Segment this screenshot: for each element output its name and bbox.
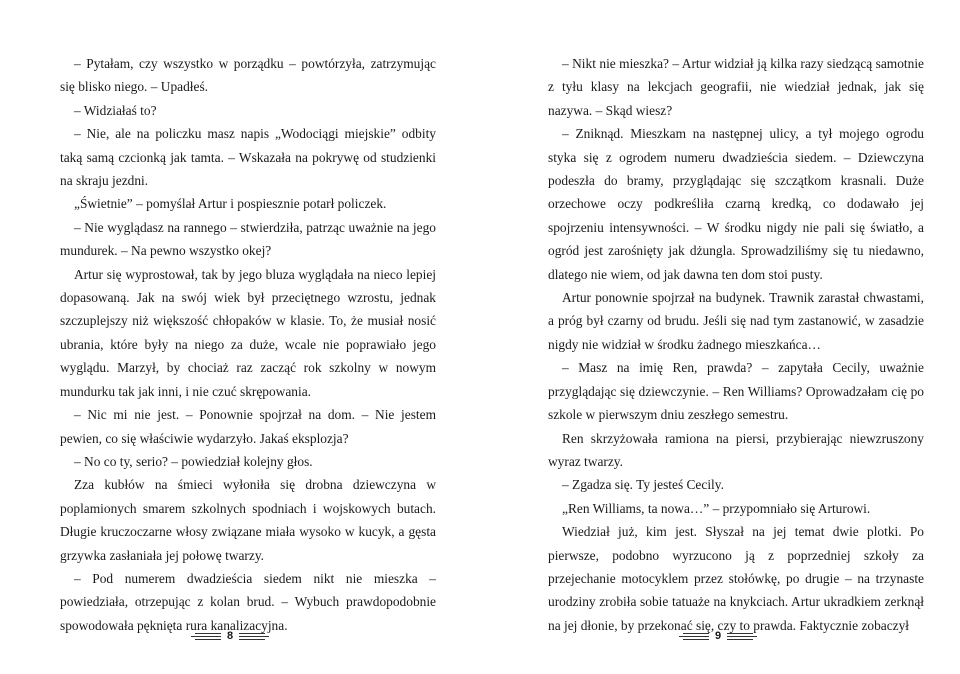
paragraph: – Zniknąd. Mieszkam na następnej ulicy, a tył mojego ogrodu styka się z ogrodem numeru dwadzieścia siedem. – Dziewczyna podeszła do bramy, przyglądając się szczątkom krasnali. Duże orzechowe oczy podkreśliła czarną kredką, co dodawało jej spojrzeniu intensywności. – W środku nigdy nie pali się światło, a ogród jest zarośnięty jak dżungla. Sprowadziliśmy się tu niedawno, dlatego nie wiem, od jak dawna ten dom stoi pusty. — [548, 126, 924, 282]
paragraph: „Ren Williams, ta nowa…” – przypomniało się Arturowi. — [562, 500, 871, 516]
folio-ornament-icon — [191, 633, 221, 640]
paragraph: – Pod numerem dwadzieścia siedem nikt nie mieszka – powiedziała, otrzepując z kolan brud. – Wybuch prawdopodobnie spowodowała pęknięta rura kanalizacyjna. — [60, 570, 436, 633]
paragraph: – Nie wyglądasz na rannego – stwierdziła, patrząc uważnie na jego mundurek. – Na pewno wszystko okej? — [60, 219, 436, 259]
paragraph: – Nic mi nie jest. – Ponownie spojrzał na dom. – Nie jestem pewien, co się właściwie wydarzyło. Jakaś eksplozja? — [60, 407, 436, 446]
left-page-text — [60, 52, 436, 637]
paragraph: – Nie, ale na policzku masz napis „Wodociągi miejskie” odbity taką samą czcionką jak tamta. – Wskazała na pokrywę od studzienki na skraju jezdni. — [60, 126, 436, 189]
left-page-folio — [170, 626, 290, 646]
paragraph: – Pytałam, czy wszystko w porządku – powtórzyła, zatrzymując się blisko niego. – Upadłeś. — [60, 56, 436, 95]
paragraph: Wiedział już, kim jest. Słyszał na jej temat dwie plotki. Po pierwsze, podobno wyrzucono ją z poprzedniej szkoły za przejechanie motocyklem przez stołówkę, po drugie – na trzynaste urodziny zrobiła sobie tatuaże na knykciach. Artur ukradkiem zerknął na jej dłonie, by przekonać się, czy to prawda. Faktycznie zobaczył — [548, 524, 924, 633]
paragraph: – Zgadza się. Ty jesteś Cecily. — [562, 477, 724, 493]
right-page-text — [548, 52, 924, 637]
right-page-folio — [658, 626, 778, 646]
folio-ornament-icon — [239, 633, 269, 640]
paragraph: Artur się wyprostował, tak by jego bluza wyglądała na nieco lepiej dopasowaną. Jak na swój wiek był przeciętnego wzrostu, jednak szczuplejszy niż większość chłopaków w klasie. To, że musiał nosić ubrania, które były na niego za duże, wcale nie poprawiało jego wyglądu. Marzył, by chociaż raz zacząć rok szkolny w nowym mundurku tak jak inni, i nie czuć skrępowania. — [60, 266, 436, 399]
paragraph: – Widziałaś to? — [74, 102, 157, 118]
paragraph: „Świetnie” – pomyślał Artur i pospiesznie potarł policzek. — [74, 196, 387, 212]
page-number: 8 — [226, 630, 234, 642]
paragraph: – Nikt nie mieszka? – Artur widział ją kilka razy siedzącą samotnie z tyłu klasy na lekcjach geografii, nie wiedział jednak, jak się nazywa. – Skąd wiesz? — [548, 56, 924, 118]
paragraph: Artur ponownie spojrzał na budynek. Trawnik zarastał chwastami, a próg był czarny od brudu. Jeśli się nad tym zastanowić, w zasadzie nigdy nie widział w środku żadnego mieszkańca… — [548, 290, 924, 352]
paragraph: Zza kubłów na śmieci wyłoniła się drobna dziewczyna w poplamionych smarem szkolnych spodniach i wojskowych butach. Długie kruczoczarne włosy związane miała wysoko w kucyk, a gęsta grzywka zasłaniała jej połowę twarzy. — [60, 477, 436, 563]
paragraph: – No co ty, serio? – powiedział kolejny głos. — [74, 453, 313, 469]
paragraph: – Masz na imię Ren, prawda? – zapytała Cecily, uważnie przyglądając się dziewczynie. – Ren Williams? Oprowadzałam cię po szkole w pierwszym dniu zeszłego semestru. — [548, 360, 924, 423]
paragraph: Ren skrzyżowała ramiona na piersi, przybierając niewzruszony wyraz twarzy. — [548, 430, 924, 469]
page-number: 9 — [714, 630, 722, 642]
right-page — [548, 52, 924, 637]
folio-ornament-icon — [727, 633, 757, 640]
folio-ornament-icon — [679, 633, 709, 640]
left-page — [60, 52, 436, 637]
